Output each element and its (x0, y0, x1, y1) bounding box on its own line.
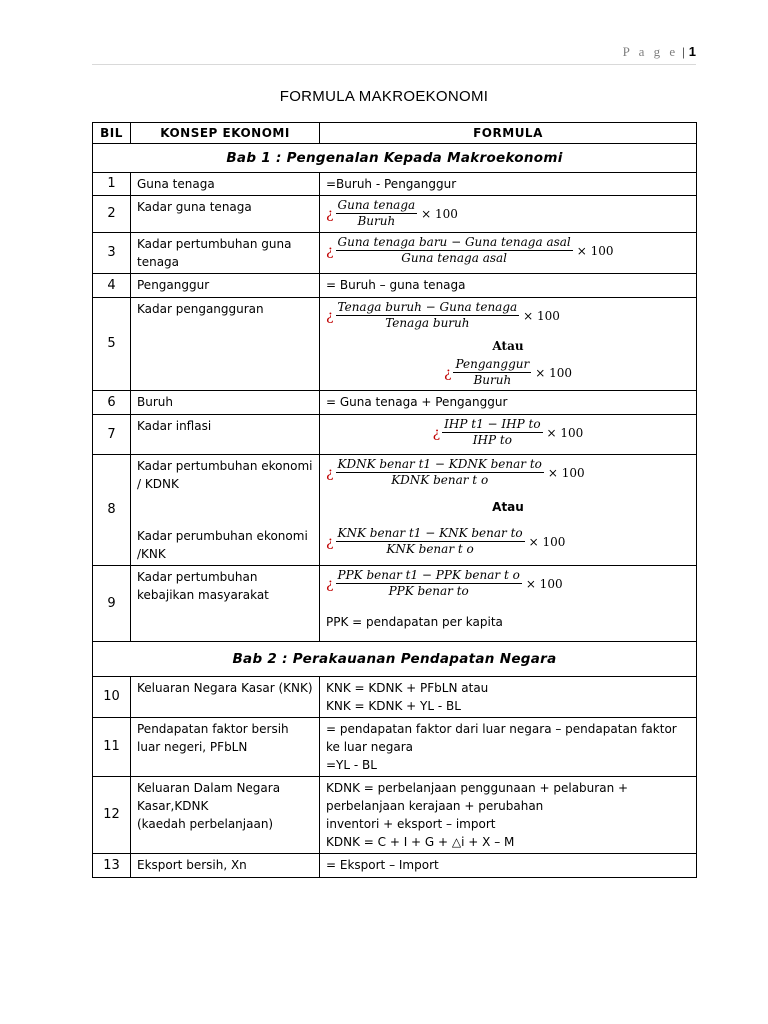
row-formula: = Guna tenaga + Penganggur (320, 391, 697, 415)
formula-line: KNK = KDNK + PFbLN atau (326, 681, 489, 695)
header-rule (92, 64, 696, 65)
fraction-formula (326, 198, 690, 229)
row-number: 3 (93, 233, 131, 274)
multiplier: × 100 (535, 365, 573, 380)
column-header-bil: BIL (93, 123, 131, 144)
row-formula: = Eksport – Import (320, 854, 697, 878)
row-formula (320, 718, 697, 777)
row-concept: Buruh (131, 391, 320, 415)
fraction-formula (326, 568, 690, 599)
formula-line: KDNK = C + I + G + △i + X – M (326, 835, 515, 849)
table-row (93, 854, 697, 878)
row-concept: Kadar pertumbuhan kebajikan masyarakat (131, 566, 320, 642)
atau-label: Atau (492, 500, 524, 514)
row-concept (131, 777, 320, 854)
row-formula (320, 777, 697, 854)
section-row-bab1 (93, 144, 697, 173)
numerator: Penganggur (455, 357, 530, 371)
row-concept: Kadar inflasi (131, 415, 320, 455)
fraction-formula (326, 417, 690, 448)
table-row (93, 196, 697, 233)
formula-table (92, 122, 697, 878)
denominator: Buruh (357, 214, 396, 228)
multiplier: × 100 (421, 206, 458, 221)
concept-knk: Kadar perumbuhan ekonomi /KNK (137, 529, 308, 561)
row-concept: Kadar pengangguran (131, 298, 320, 391)
table-row (93, 777, 697, 854)
ppk-note: PPK = pendapatan per kapita (326, 615, 503, 629)
row-formula (320, 455, 697, 566)
page-separator: | (682, 44, 685, 59)
numerator: IHP t1 − IHP to (444, 417, 541, 431)
row-number: 2 (93, 196, 131, 233)
row-number: 5 (93, 298, 131, 391)
row-number: 7 (93, 415, 131, 455)
row-formula (320, 415, 697, 455)
row-concept: Pendapatan faktor bersih luar negeri, PFbLN (131, 718, 320, 777)
row-number: 11 (93, 718, 131, 777)
table-row (93, 298, 697, 391)
concept-kdnk: Keluaran Dalam Negara Kasar,KDNK (137, 781, 281, 813)
row-formula (320, 566, 697, 642)
row-concept: Guna tenaga (131, 173, 320, 196)
table-row (93, 566, 697, 642)
document-title: FORMULA MAKROEKONOMI (279, 88, 489, 105)
denominator: PPK benar to (388, 584, 469, 598)
table-row (93, 718, 697, 777)
page-header (623, 44, 696, 60)
row-concept (131, 455, 320, 566)
multiplier: × 100 (523, 308, 560, 323)
table-row (93, 391, 697, 415)
numerator: PPK benar t1 − PPK benar t o (337, 568, 520, 582)
quote-glyph: ¿ (326, 307, 334, 324)
quote-glyph: ¿ (443, 364, 452, 381)
atau-label: Atau (492, 339, 524, 353)
multiplier: × 100 (576, 243, 614, 258)
page-label: P a g e (622, 44, 679, 59)
table-header-row (93, 123, 697, 144)
formula-line: =YL - BL (326, 758, 377, 772)
formula-line: inventori + eksport – import (326, 817, 496, 831)
formula-line: = pendapatan faktor dari luar negara – pendapatan faktor ke luar negara (326, 722, 677, 754)
row-formula (320, 233, 697, 274)
concept-method: (kaedah perbelanjaan) (137, 817, 274, 831)
row-concept: Penganggur (131, 274, 320, 298)
table-row (93, 677, 697, 718)
fraction-formula (326, 457, 690, 488)
multiplier: × 100 (547, 465, 585, 480)
row-number: 6 (93, 391, 131, 415)
fraction-formula (326, 300, 690, 331)
row-formula (320, 196, 697, 233)
multiplier: × 100 (528, 534, 566, 549)
quote-glyph: ¿ (326, 533, 334, 550)
table-row (93, 455, 697, 566)
multiplier: × 100 (546, 425, 584, 440)
row-formula (320, 298, 697, 391)
numerator: Guna tenaga baru − Guna tenaga asal (337, 235, 571, 249)
numerator: Tenaga buruh − Guna tenaga (337, 300, 518, 314)
row-number: 13 (93, 854, 131, 878)
column-header-konsep: KONSEP EKONOMI (131, 123, 320, 144)
table-row (93, 233, 697, 274)
column-header-formula: FORMULA (320, 123, 697, 144)
denominator: Guna tenaga asal (401, 251, 508, 265)
concept-kdnk: Kadar pertumbuhan ekonomi / KDNK (137, 459, 313, 491)
denominator: IHP to (472, 433, 512, 447)
row-concept: Keluaran Negara Kasar (KNK) (131, 677, 320, 718)
denominator: KNK benar t o (386, 542, 474, 556)
row-number: 4 (93, 274, 131, 298)
row-formula: = Buruh – guna tenaga (320, 274, 697, 298)
quote-glyph: ¿ (326, 242, 334, 259)
page-number: 1 (688, 44, 696, 59)
section-title-bab1: Bab 1 : Pengenalan Kepada Makroekonomi (93, 144, 697, 173)
multiplier: × 100 (525, 576, 563, 591)
fraction-formula (326, 235, 690, 266)
fraction-formula (326, 526, 690, 557)
quote-glyph: ¿ (326, 205, 334, 222)
row-formula (320, 677, 697, 718)
table-row (93, 415, 697, 455)
row-concept: Kadar guna tenaga (131, 196, 320, 233)
numerator: Guna tenaga (337, 198, 416, 212)
row-number: 1 (93, 173, 131, 196)
quote-glyph: ¿ (326, 464, 334, 481)
quote-glyph: ¿ (432, 424, 441, 441)
denominator: Buruh (473, 373, 512, 387)
quote-glyph: ¿ (326, 575, 334, 592)
denominator: Tenaga buruh (385, 316, 470, 330)
row-concept: Eksport bersih, Xn (131, 854, 320, 878)
row-number: 8 (93, 455, 131, 566)
row-formula: =Buruh - Penganggur (320, 173, 697, 196)
table-row (93, 173, 697, 196)
section-title-bab2: Bab 2 : Perakauanan Pendapatan Negara (93, 642, 697, 677)
numerator: KDNK benar t1 − KDNK benar to (337, 457, 542, 471)
row-concept: Kadar pertumbuhan guna tenaga (131, 233, 320, 274)
formula-line: KNK = KDNK + YL - BL (326, 699, 461, 713)
row-number: 12 (93, 777, 131, 854)
denominator: KDNK benar t o (391, 473, 489, 487)
section-row-bab2 (93, 642, 697, 677)
formula-line: perbelanjaan kerajaan + perubahan (326, 799, 544, 813)
numerator: KNK benar t1 − KNK benar to (337, 526, 523, 540)
formula-line: KDNK = perbelanjaan penggunaan + pelaburan + (326, 781, 629, 795)
fraction-formula (326, 357, 690, 388)
row-number: 9 (93, 566, 131, 642)
table-row (93, 274, 697, 298)
row-number: 10 (93, 677, 131, 718)
